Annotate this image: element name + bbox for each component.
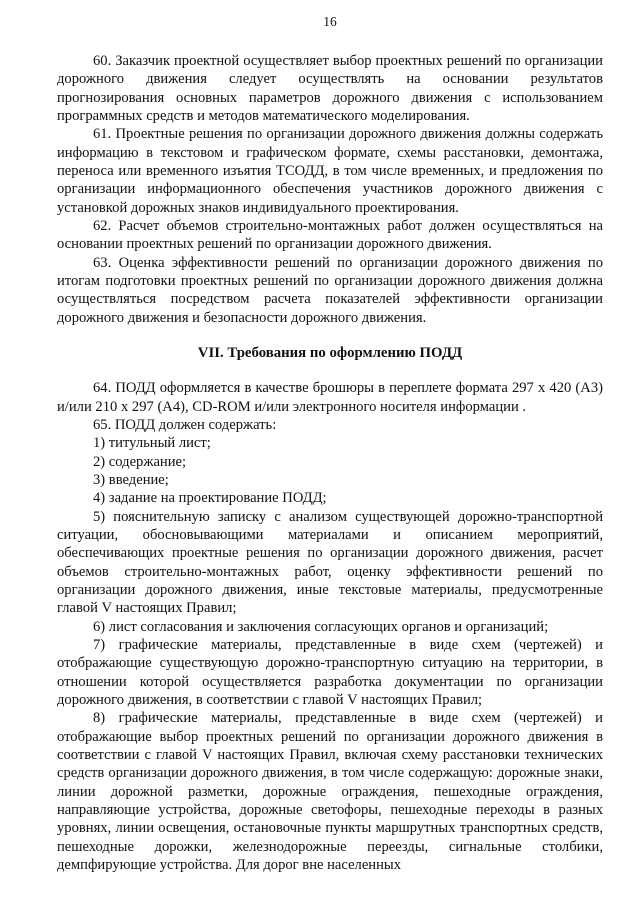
paragraph-65: 65. ПОДД должен содержать: [93,416,277,433]
list-item-5: 5) пояснительную записку с анализом существующей дорожно-транспортной ситуации, обосновывающими материалами и описанием мероприятий, обеспечивающих проектные решения по организации дорожного движения, расчет объемов строительно-монтажных работ, оценку эффективности решений по организации дорожного движения, иные текстовые материалы, предусмотренные главой V настоящих Правил; [57,508,603,617]
list-item-8: 8) графические материалы, представленные в виде схем (чертежей) и отображающие выбор проектных решений по организации дорожного движения в соответствии с главой V настоящих Правил, включая схему расстановки технических средств организации дорожного движения, в том числе содержащую: дорожные знаки, линии дорожной разметки, дорожные ограждения, пешеходные ограждения, направляющие устройства, дорожные светофоры, пешеходные переходы в разных уровнях, линии освещения, остановочные пункты маршрутных транспортных средств, пешеходные дорожки, железнодорожные переезды, сигнальные столбики, демпфирующие устройства. Для дорог вне населенных [57,710,603,874]
paragraph-60: 60. Заказчик проектной осуществляет выбор проектных решений по организации дорожного движения следует осуществлять на основании результатов прогнозирования основных параметров дорожного движения с использованием программных средств и методов математического моделирования. [57,53,603,125]
page-number: 16 [323,14,337,29]
list-item-6: 6) лист согласования и заключения согласующих органов и организаций; [93,618,549,635]
paragraph-61: 61. Проектные решения по организации дорожного движения должны содержать информацию в текстовом и графическом формате, схемы расстановки, демонтажа, переноса или временного изъятия ТСОДД, в том числе временных, и предложения по организации информационного обеспечения участников дорожного движения с установкой дорожных знаков индивидуального проектирования. [57,126,603,216]
list-item-1: 1) титульный лист; [93,435,211,452]
list-item-2: 2) содержание; [93,453,187,470]
section-heading: VII. Требования по оформлению ПОДД [197,345,463,362]
list-item-3: 3) введение; [93,471,169,488]
paragraph-62: 62. Расчет объемов строительно-монтажных работ должен осуществляться на основании проектных решений по организации дорожного движения. [57,218,603,253]
list-item-7: 7) графические материалы, представленные в виде схем (чертежей) и отображающие существующую дорожно-транспортную ситуацию на территории, в отношении которой осуществляется разработка документации по организации дорожного движения, в соответствии с главой V настоящих Правил; [57,636,603,708]
document-page [57,14,603,874]
paragraph-64: 64. ПОДД оформляется в качестве брошюры в переплете формата 297 x 420 (А3) и/или 210 x 297 (А4), CD-ROM и/или электронного носителя информации . [57,380,603,415]
paragraph-63: 63. Оценка эффективности решений по организации дорожного движения по итогам подготовки проектных решений по организации дорожного движения должна осуществляться посредством расчета показателей эффективности организации дорожного движения и безопасности дорожного движения. [57,254,603,326]
list-item-4: 4) задание на проектирование ПОДД; [93,490,327,507]
